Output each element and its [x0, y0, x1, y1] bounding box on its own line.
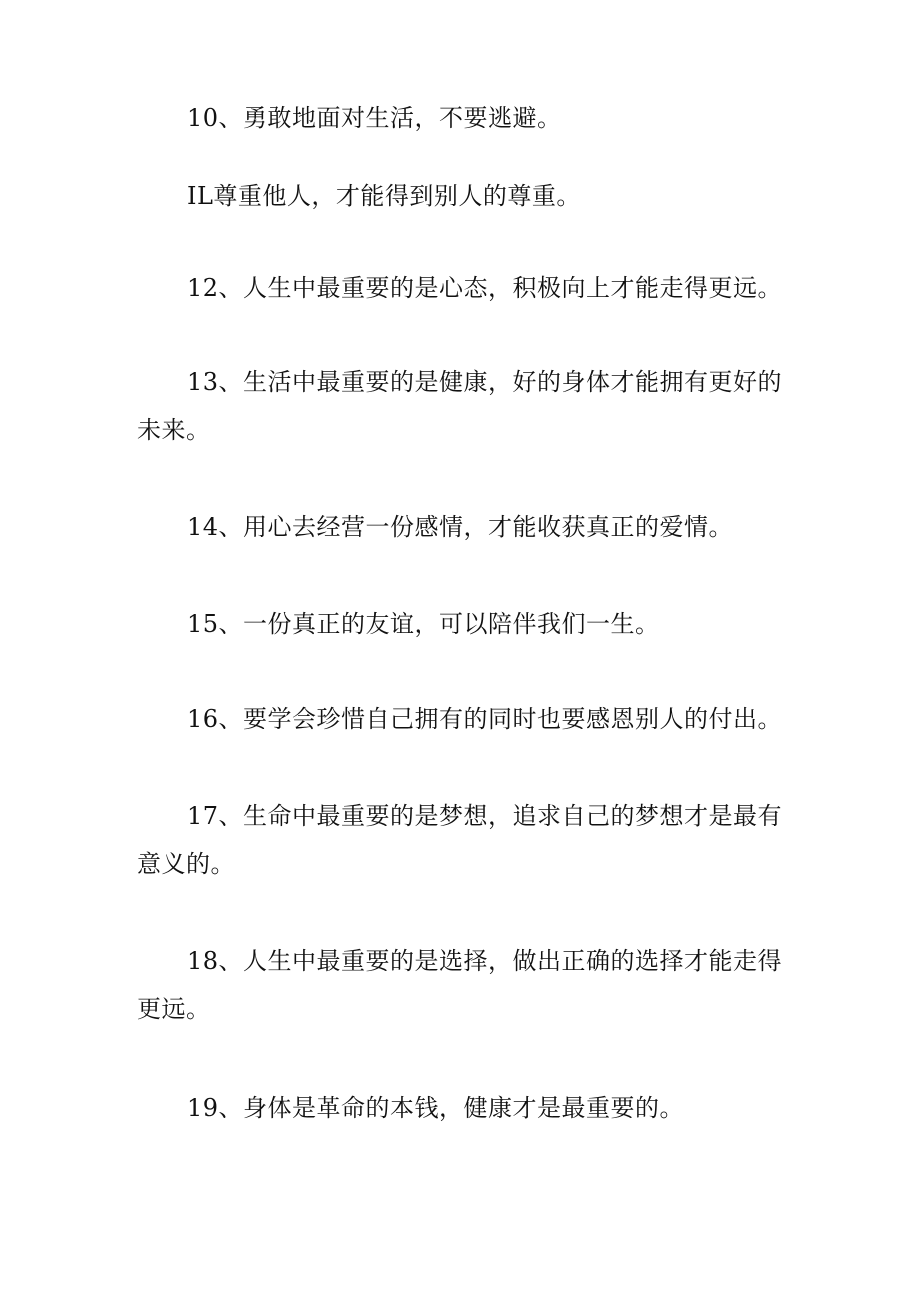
paragraph-13: 13、生活中最重要的是健康，好的身体才能拥有更好的未来。 [137, 368, 783, 444]
paragraph-18: 18、人生中最重要的是选择，做出正确的选择才能走得更远。 [137, 947, 783, 1023]
paragraph-17: 17、生命中最重要的是梦想，追求自己的梦想才是最有意义的。 [137, 802, 783, 878]
paragraph-16: 16、要学会珍惜自己拥有的同时也要感恩别人的付出。 [187, 705, 783, 733]
paragraph-14: 14、用心去经营一份感情，才能收获真正的爱情。 [187, 513, 734, 541]
paragraph-15: 15、一份真正的友谊，可以陪伴我们一生。 [187, 610, 660, 638]
paragraph-19: 19、身体是革命的本钱，健康才是最重要的。 [187, 1094, 685, 1122]
paragraph-11: IL尊重他人，才能得到别人的尊重。 [187, 182, 581, 210]
paragraph-12: 12、人生中最重要的是心态，积极向上才能走得更远。 [187, 274, 783, 302]
paragraph-10: 10、勇敢地面对生活，不要逃避。 [187, 104, 562, 132]
